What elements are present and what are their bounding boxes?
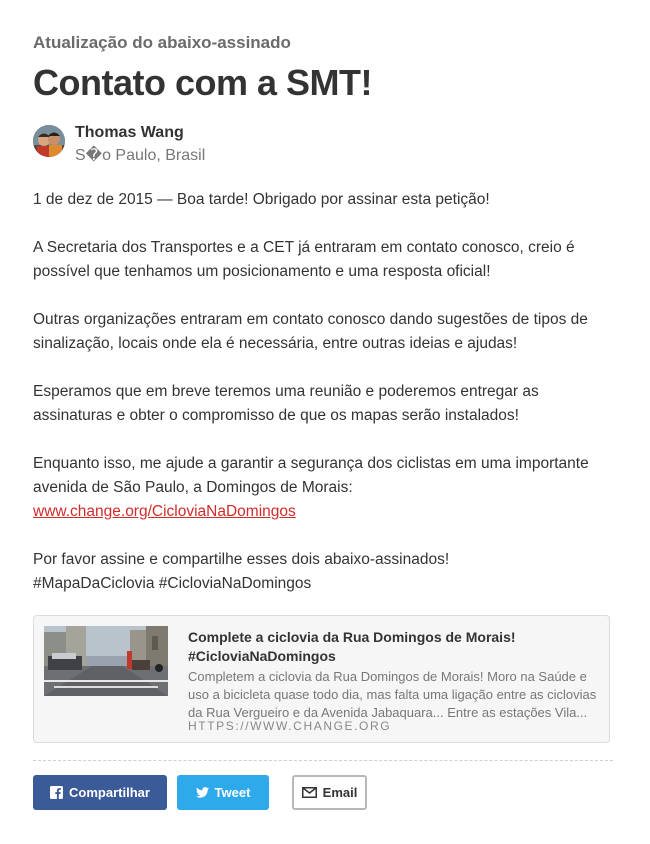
hashtags: #MapaDaCiclovia #CicloviaNaDomingos xyxy=(33,575,312,592)
envelope-icon xyxy=(302,787,317,798)
card-title[interactable]: Complete a ciclovia da Rua Domingos de Morais! #CicloviaNaDomingos xyxy=(188,629,516,664)
paragraph xyxy=(33,548,618,596)
paragraph: 1 de dez de 2015 — Boa tarde! Obrigado por assinar esta petição! xyxy=(33,191,490,208)
facebook-share-label: Compartilhar xyxy=(69,785,150,800)
card-source: HTTPS://WWW.CHANGE.ORG xyxy=(188,719,392,733)
link-preview-card[interactable] xyxy=(33,615,610,743)
paragraph-text: Por favor assine e compartilhe esses dois abaixo-assinados! xyxy=(33,551,450,568)
twitter-share-label: Tweet xyxy=(214,785,251,800)
facebook-icon xyxy=(50,786,63,799)
author-name[interactable]: Thomas Wang xyxy=(75,124,184,141)
paragraph xyxy=(33,452,618,524)
facebook-share-button[interactable] xyxy=(33,775,167,810)
paragraph-text: Enquanto isso, me ajude a garantir a segurança dos ciclistas em uma importante avenida de São Paulo, a Domingos de Morais: xyxy=(33,455,589,496)
preview-thumbnail xyxy=(44,626,168,696)
author-block xyxy=(33,124,433,164)
paragraph: Esperamos que em breve teremos uma reunião e poderemos entregar as assinaturas e obter o compromisso de que os mapas serão instalados! xyxy=(33,383,539,424)
email-share-button[interactable] xyxy=(292,775,367,810)
divider xyxy=(33,760,613,761)
paragraph: Outras organizações entraram em contato conosco dando sugestões de tipos de sinalização, locais onde ela é necessária, entre outras ideias e ajudas! xyxy=(33,311,588,352)
update-kicker: Atualização do abaixo-assinado xyxy=(33,33,291,52)
avatar[interactable] xyxy=(33,125,65,157)
email-share-label: Email xyxy=(322,785,358,800)
card-description: Completem a ciclovia da Rua Domingos de Morais! Moro na Saúde e uso a bicicleta quase todo dia, mas falta uma ligação entre as ciclovias da Rua Vergueiro e da Avenida Jabaquara... Entre as estações Vila... xyxy=(188,669,597,720)
petition-link[interactable]: www.change.org/CicloviaNaDomingos xyxy=(33,503,296,520)
paragraph: A Secretaria dos Transportes e a CET já entraram em contato conosco, creio é possível que tenhamos um posicionamento e uma resposta oficial! xyxy=(33,239,575,280)
twitter-icon xyxy=(196,787,209,798)
update-body xyxy=(33,188,618,620)
twitter-share-button[interactable] xyxy=(177,775,269,810)
author-location: S�o Paulo, Brasil xyxy=(75,147,206,164)
page-title: Contato com a SMT! xyxy=(33,62,372,103)
